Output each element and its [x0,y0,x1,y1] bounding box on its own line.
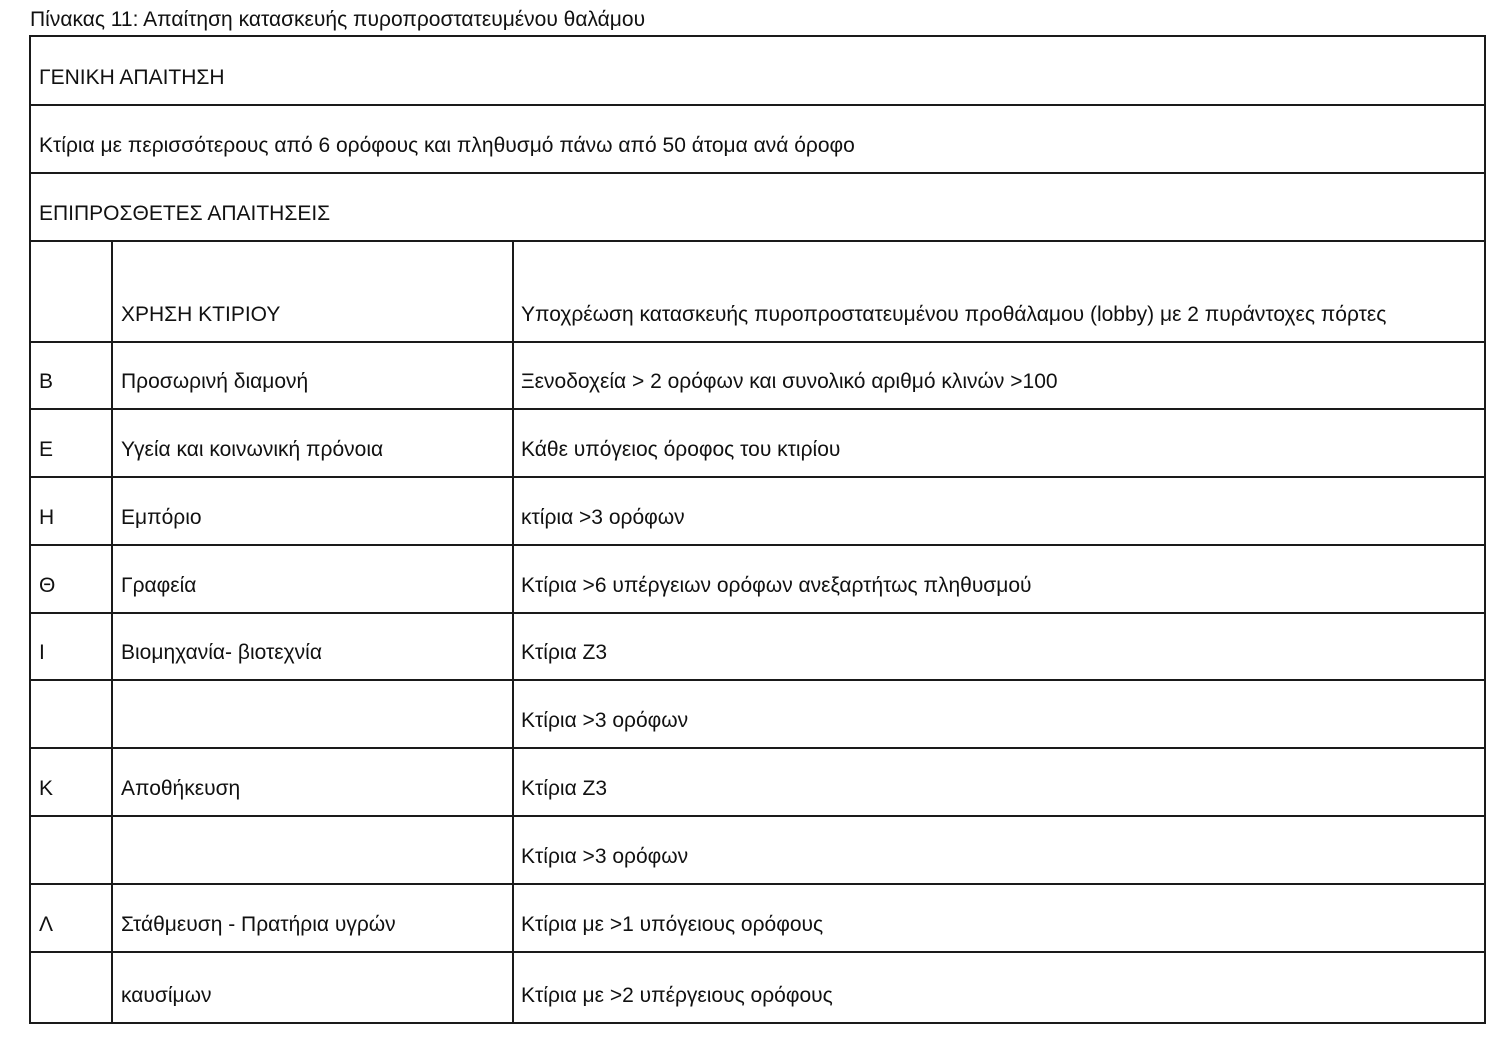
general-text-row [30,105,1485,173]
table-row [30,477,1485,545]
row-code [30,816,112,884]
row-use: Προσωρινή διαμονή [112,342,513,409]
row-use: Γραφεία [112,545,513,613]
table-row [30,342,1485,409]
table-row [30,545,1485,613]
general-heading: ΓΕΝΙΚΗ ΑΠΑΙΤΗΣΗ [30,36,1485,105]
row-code: Ι [30,613,112,680]
header-requirement: Υποχρέωση κατασκευής πυροπροστατευμένου προθάλαμου (lobby) με 2 πυράντοχες πόρτες [513,241,1485,342]
row-code [30,952,112,1023]
row-requirement: Ξενοδοχεία > 2 ορόφων και συνολικό αριθμό κλινών >100 [513,342,1485,409]
row-use [112,816,513,884]
row-code: Κ [30,748,112,816]
additional-heading-row [30,173,1485,241]
row-use: Στάθμευση - Πρατήρια υγρών [112,884,513,952]
general-heading-row [30,36,1485,105]
row-requirement: κτίρια >3 ορόφων [513,477,1485,545]
row-requirement: Κτίρια με >2 υπέργειους ορόφους [513,952,1485,1023]
additional-heading: ΕΠΙΠΡΟΣΘΕΤΕΣ ΑΠΑΙΤΗΣΕΙΣ [30,173,1485,241]
header-code [30,241,112,342]
row-requirement: Κτίρια με >1 υπόγειους ορόφους [513,884,1485,952]
row-use: Εμπόριο [112,477,513,545]
row-use: Αποθήκευση [112,748,513,816]
row-requirement: Κτίρια >3 ορόφων [513,816,1485,884]
table-row [30,680,1485,748]
requirements-table [29,35,1486,1024]
row-requirement: Κτίρια Ζ3 [513,613,1485,680]
row-code: Θ [30,545,112,613]
row-use [112,680,513,748]
table-row [30,952,1485,1023]
row-code: Ε [30,409,112,477]
header-use: ΧΡΗΣΗ ΚΤΙΡΙΟΥ [112,241,513,342]
table-row [30,409,1485,477]
column-header-row [30,241,1485,342]
row-requirement: Κτίρια >6 υπέργειων ορόφων ανεξαρτήτως πληθυσμού [513,545,1485,613]
row-code [30,680,112,748]
row-code: Η [30,477,112,545]
table-row [30,613,1485,680]
table-row [30,748,1485,816]
row-requirement: Κτίρια Ζ3 [513,748,1485,816]
row-requirement: Κτίρια >3 ορόφων [513,680,1485,748]
row-use: καυσίμων [112,952,513,1023]
table-row [30,816,1485,884]
general-text: Κτίρια με περισσότερους από 6 ορόφους και πληθυσμό πάνω από 50 άτομα ανά όροφο [30,105,1485,173]
row-code: Λ [30,884,112,952]
row-code: Β [30,342,112,409]
table-row [30,884,1485,952]
row-requirement: Κάθε υπόγειος όροφος του κτιρίου [513,409,1485,477]
row-use: Υγεία και κοινωνική πρόνοια [112,409,513,477]
table-caption: Πίνακας 11: Απαίτηση κατασκευής πυροπροστατευμένου θαλάμου [30,8,646,31]
row-use: Βιομηχανία- βιοτεχνία [112,613,513,680]
